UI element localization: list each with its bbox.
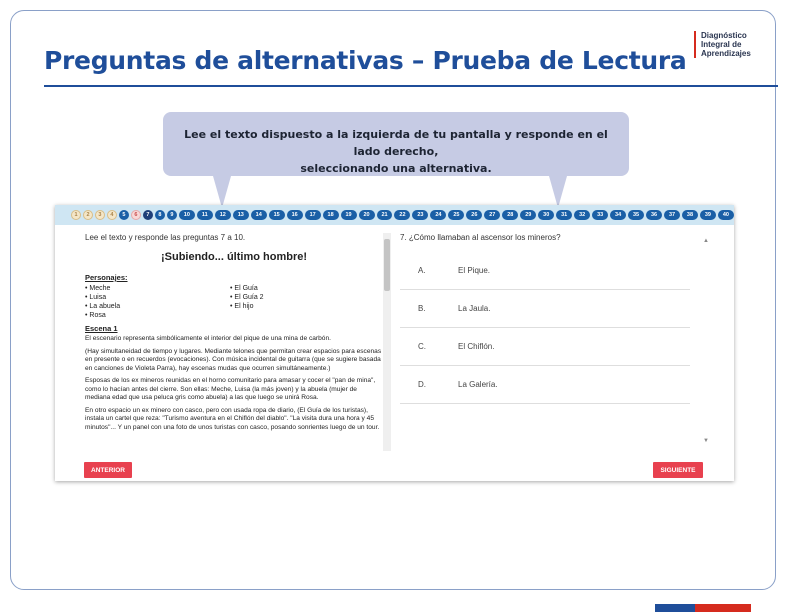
reading-paragraph: El escenario representa simbólicamente el interior del pique de una mina de carbón. [85, 335, 331, 342]
character-item: • Luisa [85, 294, 107, 301]
option-text: El Pique. [458, 266, 491, 275]
question-nav-item[interactable]: 24 [430, 210, 446, 220]
character-item: • El Guía 2 [230, 294, 264, 301]
question-nav-item[interactable]: 4 [107, 210, 117, 220]
reading-scrollbar[interactable] [383, 233, 391, 451]
story-title: ¡Subiendo... último hombre! [160, 251, 308, 263]
question-nav-item[interactable]: 15 [269, 210, 285, 220]
callout-line-2: seleccionando una alternativa. [300, 162, 492, 175]
option-text: La Galería. [458, 380, 498, 389]
option-letter: C. [418, 342, 426, 351]
question-nav-item[interactable]: 21 [377, 210, 393, 220]
question-nav-item[interactable]: 16 [287, 210, 303, 220]
option-text: La Jaula. [458, 304, 491, 313]
question-nav-item[interactable]: 19 [341, 210, 357, 220]
question-nav-item[interactable]: 33 [592, 210, 608, 220]
question-nav-item[interactable]: 11 [197, 210, 213, 220]
question-nav-item[interactable]: 22 [394, 210, 410, 220]
question-nav-item[interactable]: 1 [71, 210, 81, 220]
previous-button[interactable]: ANTERIOR [84, 462, 132, 478]
question-nav-item[interactable]: 6 [131, 210, 141, 220]
question-nav-item[interactable]: 17 [305, 210, 321, 220]
question-nav-item[interactable]: 29 [520, 210, 536, 220]
callout-tail-left [213, 176, 231, 208]
question-nav-item[interactable]: 12 [215, 210, 231, 220]
question-nav-item[interactable]: 27 [484, 210, 500, 220]
reading-paragraph: (Hay simultaneidad de tiempo y lugares. Mediante telones que permitan crear espacios para escenas en presente o en recuerdos (evocaciones). Con música incidental de guitarra (que se sugiere basada en canciones de Violeta Parra), hay escenas mudas que ocurren simultáneamente.) [85, 347, 382, 372]
dia-logo [694, 31, 751, 58]
logo-line-1: Diagnóstico [701, 31, 747, 40]
next-button[interactable]: SIGUIENTE [653, 462, 703, 478]
question-nav-item[interactable]: 8 [155, 210, 165, 220]
question-nav-item[interactable]: 35 [628, 210, 644, 220]
reading-paragraph: Esposas de los ex mineros reunidas en el horno comunitario para amasar y cocer el "pan de mina", como lo hacían antes del cierre. Son ellas: Meche, Luisa (la más joven) y la abuela (mujer de mediana edad que usa peluca gris como abuela) a las que luego se unirá Rosa. [85, 377, 376, 401]
question-nav-item[interactable]: 10 [179, 210, 195, 220]
question-nav-item[interactable]: 14 [251, 210, 267, 220]
character-item: • Meche [85, 285, 111, 292]
option-letter: A. [418, 266, 426, 275]
reading-scrollbar-thumb[interactable] [384, 239, 390, 291]
question-nav-item[interactable]: 5 [119, 210, 129, 220]
question-pane [400, 233, 705, 451]
question-nav-item[interactable]: 32 [574, 210, 590, 220]
question-nav-item[interactable]: 3 [95, 210, 105, 220]
question-nav-item[interactable]: 40 [718, 210, 734, 220]
question-nav-item[interactable]: 18 [323, 210, 339, 220]
question-nav-item[interactable]: 7 [143, 210, 153, 220]
reading-paragraph: En otro espacio un ex minero con casco, pero con usada ropa de diario, (El Guía de los turistas), instala un cartel que reza: "Turismo aventura en el Chiflón del diablo". "La visita dura una hora y 45 minutos"... Y un panel con una foto de unos turistas con casco, posando sonrientes luego de un tour. [85, 406, 380, 431]
question-nav-item[interactable]: 2 [83, 210, 93, 220]
flag-red-block [695, 604, 751, 612]
reading-text-pane[interactable] [85, 233, 383, 451]
question-nav-item[interactable]: 13 [233, 210, 249, 220]
answer-option-a[interactable] [400, 252, 690, 290]
character-item: • El hijo [230, 303, 254, 310]
answer-option-d[interactable] [400, 366, 690, 404]
logo-line-2: Integral de [701, 40, 742, 49]
question-nav-item[interactable]: 34 [610, 210, 626, 220]
question-nav-item[interactable]: 38 [682, 210, 698, 220]
option-text: El Chiflón. [458, 342, 495, 351]
flag-blue-block [655, 604, 695, 612]
answer-option-b[interactable] [400, 290, 690, 328]
question-nav-item[interactable]: 20 [359, 210, 375, 220]
question-scrollbar[interactable] [702, 238, 710, 448]
scene-heading: Escena 1 [85, 324, 118, 333]
callout-tail-right [549, 176, 567, 208]
question-nav-item[interactable]: 31 [556, 210, 572, 220]
reading-instruction: Lee el texto y responde las preguntas 7 a 10. [85, 233, 246, 242]
question-nav-item[interactable]: 37 [664, 210, 680, 220]
question-nav-item[interactable]: 26 [466, 210, 482, 220]
callout-line-1: Lee el texto dispuesto a la izquierda de tu pantalla y responde en el lado derecho, [184, 128, 608, 158]
characters-heading: Personajes: [85, 273, 128, 282]
question-nav-item[interactable]: 9 [167, 210, 177, 220]
logo-line-3: Aprendizajes [701, 49, 751, 58]
page-title: Preguntas de alternativas – Prueba de Lectura [44, 46, 687, 75]
characters-list [85, 284, 383, 320]
scroll-up-icon[interactable]: ▲ [703, 238, 709, 244]
character-item: • Rosa [85, 312, 106, 319]
scroll-down-icon[interactable]: ▼ [703, 438, 709, 444]
option-letter: B. [418, 304, 426, 313]
character-item: • El Guía [230, 285, 258, 292]
instruction-callout [163, 112, 629, 176]
question-nav-item[interactable]: 28 [502, 210, 518, 220]
test-app-window [55, 205, 734, 481]
footer-flag-bar [655, 604, 751, 612]
option-letter: D. [418, 380, 426, 389]
question-navigation-bar [55, 205, 734, 225]
question-nav-item[interactable]: 30 [538, 210, 554, 220]
question-nav-item[interactable]: 23 [412, 210, 428, 220]
character-item: • La abuela [85, 303, 121, 310]
title-divider [44, 85, 778, 87]
question-nav-item[interactable]: 39 [700, 210, 716, 220]
question-stem: 7. ¿Cómo llamaban al ascensor los mineros? [400, 233, 561, 242]
answer-option-c[interactable] [400, 328, 690, 366]
question-nav-item[interactable]: 25 [448, 210, 464, 220]
question-nav-item[interactable]: 36 [646, 210, 662, 220]
